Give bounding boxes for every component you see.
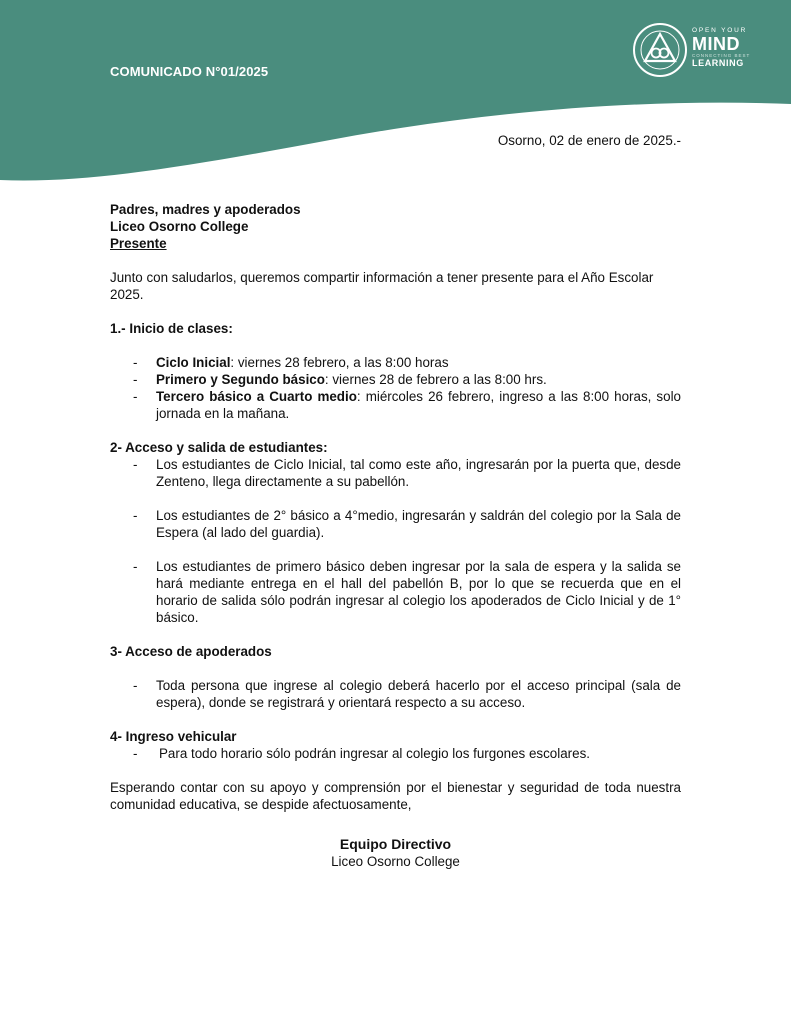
letter-body [110,201,681,813]
list-item: - Los estudiantes de Ciclo Inicial, tal como este año, ingresarán por la puerta que, desde Zenteno, llega directamente a su pabellón. [133,457,681,489]
signature-org: Liceo Osorno College [331,854,460,869]
list-dash: - [133,559,138,574]
logo-tagline-small: CONNECTING BEST [692,53,751,58]
school-logo [632,22,762,80]
intro-paragraph: Junto con saludarlos, queremos compartir información a tener presente para el Año Escolar 2025. [110,270,654,302]
list-item: - Los estudiantes de 2° básico a 4°medio, ingresarán y saldrán del colegio por la Sala de Espera (al lado del guardia). [133,508,681,540]
list-dash: - [133,457,138,472]
list-item: - Toda persona que ingrese al colegio deberá hacerlo por el acceso principal (sala de espera), donde se registrará y orientará respecto a su acceso. [133,678,681,710]
list-dash: - [133,678,138,693]
list-item: - Para todo horario sólo podrán ingresar al colegio los furgones escolares. [133,746,590,761]
list-item: - Tercero básico a Cuarto medio: miércoles 26 febrero, ingreso a las 8:00 horas, solo jornada en la mañana. [133,389,681,421]
closing-paragraph: Esperando contar con su apoyo y comprensión por el bienestar y seguridad de toda nuestra comunidad educativa, se despide afectuosamente, [110,780,681,812]
logo-tagline-mind: MIND [692,34,740,54]
signature-block [0,836,791,870]
list-dash: - [133,389,138,404]
school-seal-icon [632,22,688,78]
classes-list [110,354,681,422]
recipient-presente: Presente [110,236,167,251]
letter-date: Osorno, 02 de enero de 2025.- [497,133,681,148]
list-dash: - [133,746,138,761]
communique-title: COMUNICADO N°01/2025 [110,64,269,79]
list-item: - Ciclo Inicial: viernes 28 febrero, a las 8:00 horas [133,355,449,370]
section-title-vehicles: 4- Ingreso vehicular [110,729,237,744]
signature-title: Equipo Directivo [339,836,452,852]
recipient-school: Liceo Osorno College [110,219,249,234]
list-dash: - [133,372,138,387]
logo-tagline-top: OPEN YOUR [692,27,748,34]
list-item: - Los estudiantes de primero básico deben ingresar por la sala de espera y la salida se hará mediante entrega en el hall del pabellón B, por lo que se recuerda que en el horario de salida sólo podrán ingresar al colegio los apoderados de Ciclo Inicial y de 1° básico. [133,559,681,625]
list-item: - Primero y Segundo básico: viernes 28 de febrero a las 8:00 hrs. [133,372,547,387]
list-dash: - [133,355,138,370]
list-dash: - [133,508,138,523]
recipient-line: Padres, madres y apoderados [110,202,301,217]
logo-tagline-learning: LEARNING [692,58,744,68]
vehicles-list [110,745,681,762]
section-title-guardians: 3- Acceso de apoderados [110,644,272,659]
guardians-list [110,677,681,711]
students-list [110,456,681,626]
section-title-classes: 1.- Inicio de clases: [110,321,233,336]
section-title-students: 2- Acceso y salida de estudiantes: [110,440,328,455]
